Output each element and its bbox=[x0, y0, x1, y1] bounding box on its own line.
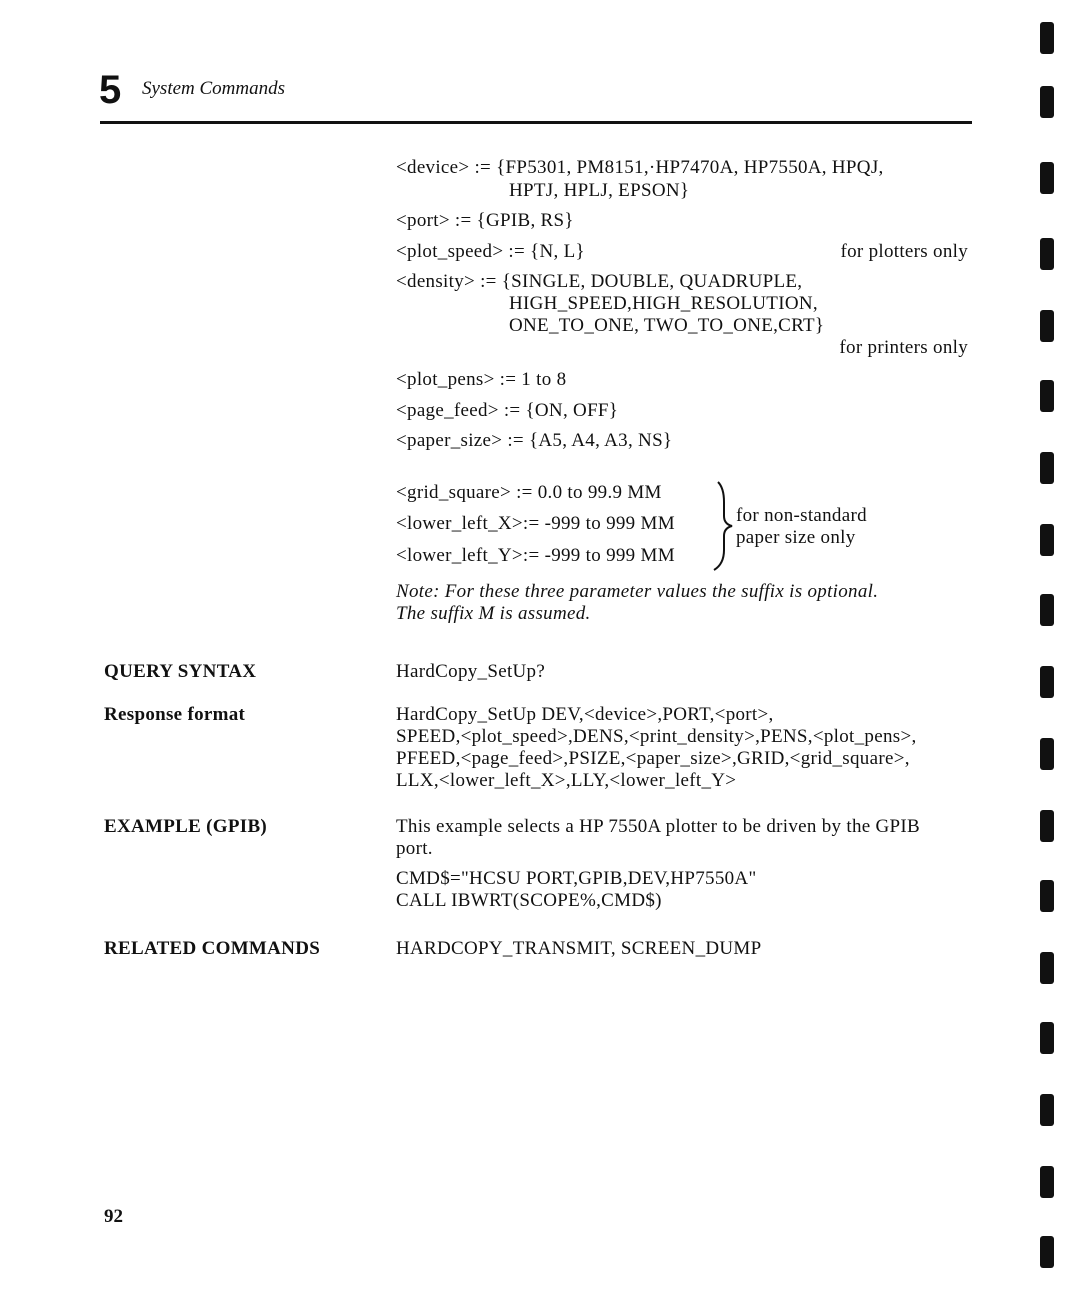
device-syntax-line1: <device> := {FP5301, PM8151,·HP7470A, HP7550A, HPQJ, bbox=[396, 157, 884, 178]
binding-mark bbox=[1040, 738, 1054, 770]
nonstandard-note-line2: paper size only bbox=[736, 527, 856, 548]
binding-mark bbox=[1040, 880, 1054, 912]
binding-mark bbox=[1040, 452, 1054, 484]
note-line2: The suffix M is assumed. bbox=[396, 603, 591, 624]
binding-mark bbox=[1040, 952, 1054, 984]
page-feed-syntax: <page_feed> := {ON, OFF} bbox=[396, 400, 619, 421]
binding-mark bbox=[1040, 86, 1054, 118]
query-syntax-text: HardCopy_SetUp? bbox=[396, 661, 546, 682]
plot-pens-syntax: <plot_pens> := 1 to 8 bbox=[396, 369, 567, 390]
binding-mark bbox=[1040, 22, 1054, 54]
density-syntax-line3: ONE_TO_ONE, TWO_TO_ONE,CRT} bbox=[509, 315, 825, 336]
device-syntax-line2: HPTJ, HPLJ, EPSON} bbox=[509, 180, 690, 201]
header-rule bbox=[100, 121, 972, 124]
curly-brace bbox=[700, 478, 740, 574]
binding-mark bbox=[1040, 1236, 1054, 1268]
response-line1: HardCopy_SetUp DEV,<device>,PORT,<port>, bbox=[396, 704, 774, 725]
binding-mark bbox=[1040, 162, 1054, 194]
density-note: for printers only bbox=[839, 337, 968, 358]
response-line4: LLX,<lower_left_X>,LLY,<lower_left_Y> bbox=[396, 770, 737, 791]
grid-square-syntax: <grid_square> := 0.0 to 99.9 MM bbox=[396, 482, 662, 503]
plot-speed-note: for plotters only bbox=[840, 241, 968, 262]
query-syntax-label: QUERY SYNTAX bbox=[104, 661, 257, 682]
lower-left-y-syntax: <lower_left_Y>:= -999 to 999 MM bbox=[396, 545, 675, 566]
binding-marks bbox=[1040, 0, 1070, 1289]
binding-mark bbox=[1040, 310, 1054, 342]
example-code-line2: CALL IBWRT(SCOPE%,CMD$) bbox=[396, 890, 662, 911]
lower-left-x-syntax: <lower_left_X>:= -999 to 999 MM bbox=[396, 513, 675, 534]
port-syntax: <port> := {GPIB, RS} bbox=[396, 210, 574, 231]
response-format-label: Response format bbox=[104, 704, 246, 725]
paper-size-syntax: <paper_size> := {A5, A4, A3, NS} bbox=[396, 430, 673, 451]
response-line2: SPEED,<plot_speed>,DENS,<print_density>,PENS,<plot_pens>, bbox=[396, 726, 917, 747]
chapter-number: 5 bbox=[99, 68, 122, 112]
chapter-title: System Commands bbox=[142, 78, 286, 99]
binding-mark bbox=[1040, 1022, 1054, 1054]
note-line1: Note: For these three parameter values the suffix is optional. bbox=[396, 581, 879, 602]
binding-mark bbox=[1040, 666, 1054, 698]
binding-mark bbox=[1040, 1166, 1054, 1198]
example-text-line1: This example selects a HP 7550A plotter to be driven by the GPIB bbox=[396, 816, 921, 837]
response-line3: PFEED,<page_feed>,PSIZE,<paper_size>,GRID,<grid_square>, bbox=[396, 748, 910, 769]
related-commands-label: RELATED COMMANDS bbox=[104, 938, 321, 959]
related-commands-text: HARDCOPY_TRANSMIT, SCREEN_DUMP bbox=[396, 938, 762, 959]
binding-mark bbox=[1040, 810, 1054, 842]
nonstandard-note-line1: for non-standard bbox=[736, 505, 867, 526]
binding-mark bbox=[1040, 238, 1054, 270]
example-text-line2: port. bbox=[396, 838, 433, 859]
plot-speed-syntax: <plot_speed> := {N, L} bbox=[396, 241, 585, 262]
density-syntax-line2: HIGH_SPEED,HIGH_RESOLUTION, bbox=[509, 293, 818, 314]
example-code-line1: CMD$="HCSU PORT,GPIB,DEV,HP7550A" bbox=[396, 868, 757, 889]
density-syntax-line1: <density> := {SINGLE, DOUBLE, QUADRUPLE, bbox=[396, 271, 803, 292]
page-number: 92 bbox=[104, 1206, 123, 1227]
binding-mark bbox=[1040, 594, 1054, 626]
binding-mark bbox=[1040, 1094, 1054, 1126]
binding-mark bbox=[1040, 380, 1054, 412]
example-label: EXAMPLE (GPIB) bbox=[104, 816, 268, 837]
binding-mark bbox=[1040, 524, 1054, 556]
